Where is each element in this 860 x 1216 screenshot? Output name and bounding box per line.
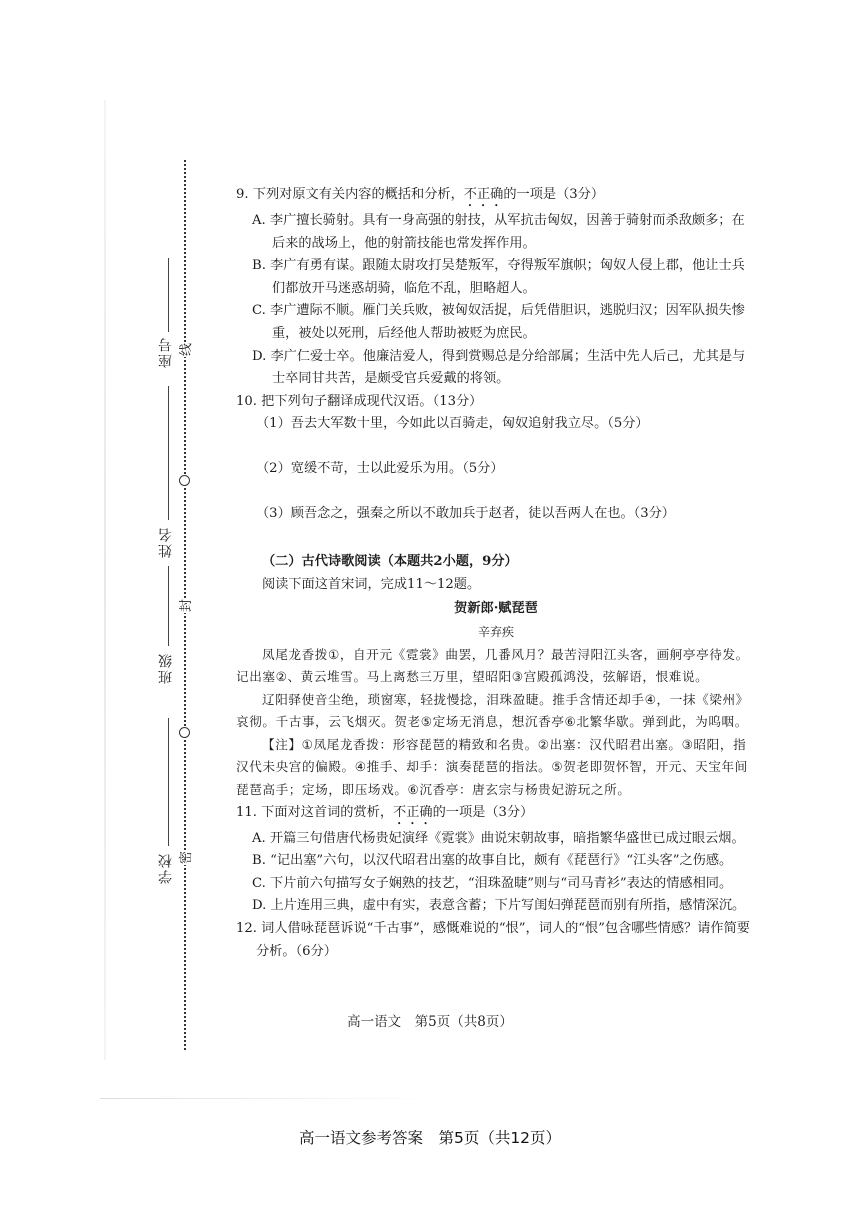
q10-stem: 10. 把下列句子翻译成现代汉语。（13分） (236, 393, 483, 409)
binding-line-char: 线 (175, 342, 194, 357)
poem-author: 辛弃疾 (477, 624, 514, 639)
poem-stanza-1: 凤尾龙香拨①，自开元《霓裳》曲罢，几番风月？最苦浔阳江头客，画舸亭亭待发。记出塞②、黄云堆雪。马上离愁三万里，望昭阳③宫殿孤鸿没，弦解语，恨难说。 (236, 646, 749, 685)
binding-hole-2 (179, 727, 190, 738)
exam-page-number: 高一语文 第5页（共8页） (347, 1014, 513, 1030)
q11-option-c: C. 下片前六句描写女子娴熟的技艺，“泪珠盈睫”则与“司马青衫”表达的情感相同。 (252, 875, 733, 891)
binding-seal-char: 封 (175, 598, 194, 613)
class-field (168, 566, 169, 646)
page-edge-shadow (104, 100, 106, 1060)
q11-option-a: A. 开篇三句借唐代杨贵妃演绎《霓裳》曲说宋朝故事，暗指繁华盛世已成过眼云烟。 (252, 830, 745, 846)
q9-option-b: B. 李广有勇有谋。跟随太尉攻打吴楚叛军，夺得叛军旗帜；匈奴人侵上郡，他让士兵们都放开马迷惑胡骑，临危不乱，胆略超人。 (252, 258, 745, 296)
class-label: 班级 (158, 652, 174, 684)
school-field (168, 718, 169, 846)
seat-number-label: 座号 (158, 336, 174, 368)
answer-key-page-number: 高一语文参考答案 第5页（共12页） (298, 1129, 562, 1147)
binding-hole-1 (179, 475, 190, 486)
binding-close-char: 密 (175, 850, 194, 865)
q11-option-b: B. “记出塞”六句，以汉代昭君出塞的故事自比，颇有《琵琶行》“江头客”之伤感。 (252, 853, 733, 869)
poem-title: 贺新郎·赋琵琶 (454, 601, 538, 617)
section-heading: （二）古代诗歌阅读（本题共2小题，9分） (262, 554, 518, 570)
q9-option-d: D. 李广仁爱士卒。他廉洁爱人，得到赏赐总是分给部属；生活中先人后己，尤其是与士卒同甘共苦，是颇受官兵爱戴的将领。 (252, 348, 746, 387)
q12-stem: 12. 词人借咏琵琶诉说“千古事”，感慨难说的“恨”，词人的“恨”包含哪些情感？请作简要分析。（6分） (236, 921, 750, 959)
q10-item-1: （1）吾去大军数十里，今如此以百骑走，匈奴追射我立尽。（5分） (256, 416, 649, 432)
name-label: 姓名 (158, 526, 174, 558)
q9-option-a: A. 李广擅长骑射。具有一身高强的射技，从军抗击匈奴，因善于骑射而杀敌颇多；在后来的战场上，他的射箭技能也常发挥作用。 (252, 213, 745, 251)
q9-stem: 9. 下列对原文有关内容的概括和分析，不正确的一项是（3分） (236, 187, 605, 202)
scan-divider (100, 1098, 440, 1099)
q11-option-d: D. 上片连用三典，虚中有实，表意含蓄；下片写闺妇弹琵琶而别有所指，感情深沉。 (252, 898, 746, 914)
q10-item-2: （2）宽缓不苛，士以此爱乐为用。（5分） (256, 460, 504, 476)
seat-number-field (168, 258, 169, 332)
poem-notes: 【注】①凤尾龙香拨：形容琵琶的精致和名贵。②出塞：汉代昭君出塞。③昭阳，指汉代未央宫的偏殿。④推手、却手：演奏琵琶的指法。⑤贺老即贺怀智，开元、天宝年间琵琶高手；定场，即压场戏。⑥沉香亭：唐玄宗与杨贵妃游玩之所。 (236, 736, 748, 798)
exam-content (236, 184, 756, 963)
school-label: 学校 (158, 852, 174, 884)
q9-option-c: C. 李广遭际不顺。雁门关兵败，被匈奴活捉，后凭借胆识，逃脱归汉；因军队损失惨重，被处以死刑，后经他人帮助被贬为庶民。 (252, 303, 745, 341)
name-field (168, 386, 169, 520)
q11-stem: 11. 下面对这首词的赏析，不正确的一项是（3分） (236, 804, 534, 820)
section-intro: 阅读下面这首宋词，完成11～12题。 (262, 576, 481, 592)
q10-item-3: （3）顾吾念之，强秦之所以不敢加兵于赵者，徒以吾两人在也。（3分） (256, 505, 675, 521)
poem-stanza-2: 辽阳驿使音尘绝，琐窗寒，轻拢慢捻，泪珠盈睫。推手含情还却手④，一抹《梁州》哀彻。千古事，云飞烟灭。贺老⑤定场无消息，想沉香亭⑥北繁华歇。弹到此，为呜咽。 (236, 691, 749, 730)
